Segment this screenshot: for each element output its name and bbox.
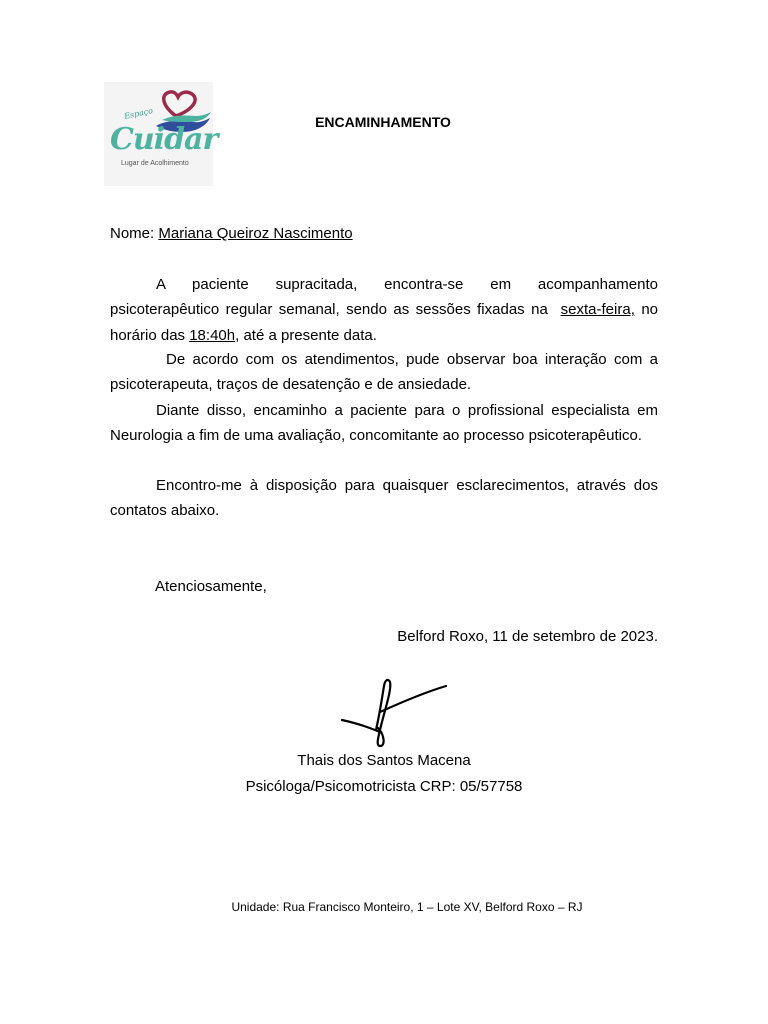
- signer-role: Psicóloga/Psicomotricista CRP: 05/57758: [245, 778, 523, 795]
- paragraph-2: De acordo com os atendimentos, pude observar boa interação com a psicoterapeuta, traços de desatenção e de ansiedade.: [110, 351, 658, 394]
- logo-top-text: Espaço: [123, 106, 154, 121]
- session-day: sexta-feira,: [560, 301, 635, 319]
- signature: [336, 672, 456, 752]
- p1-line-2: psicoterapêutico regular semanal, sendo as sessões fixadas na sexta-feira, no: [110, 301, 658, 319]
- logo: [104, 82, 218, 186]
- p1-line-3: horário das 18:40h, até a presente data.: [110, 326, 377, 344]
- logo-tagline: Lugar de Acolhimento: [121, 160, 189, 167]
- session-time: 18:40h: [189, 326, 236, 344]
- place-date: Belford Roxo, 11 de setembro de 2023.: [397, 628, 658, 645]
- closing: Atenciosamente,: [155, 578, 267, 595]
- document-title: ENCAMINHAMENTO: [315, 114, 451, 130]
- footer-address: Unidade: Rua Francisco Monteiro, 1 – Lote XV, Belford Roxo – RJ: [231, 900, 583, 914]
- patient-line: [110, 221, 658, 246]
- signer-name: Thais dos Santos Macena: [297, 752, 471, 769]
- paragraph-3: Diante disso, encaminho a paciente para o profissional especialista em Neurologia a fim de uma avaliação, concomitante ao processo psicoterapêutico.: [110, 402, 658, 445]
- patient-name: Mariana Queiroz Nascimento: [158, 225, 353, 242]
- paragraph-1: [110, 272, 658, 348]
- patient-label: Nome:: [110, 225, 155, 242]
- p1-line-1: A paciente supracitada, encontra-se em acompanhamento: [156, 276, 658, 293]
- paragraph-4: Encontro-me à disposição para quaisquer esclarecimentos, através dos contatos abaixo.: [110, 477, 658, 520]
- logo-main-text: Cuidar: [110, 122, 218, 157]
